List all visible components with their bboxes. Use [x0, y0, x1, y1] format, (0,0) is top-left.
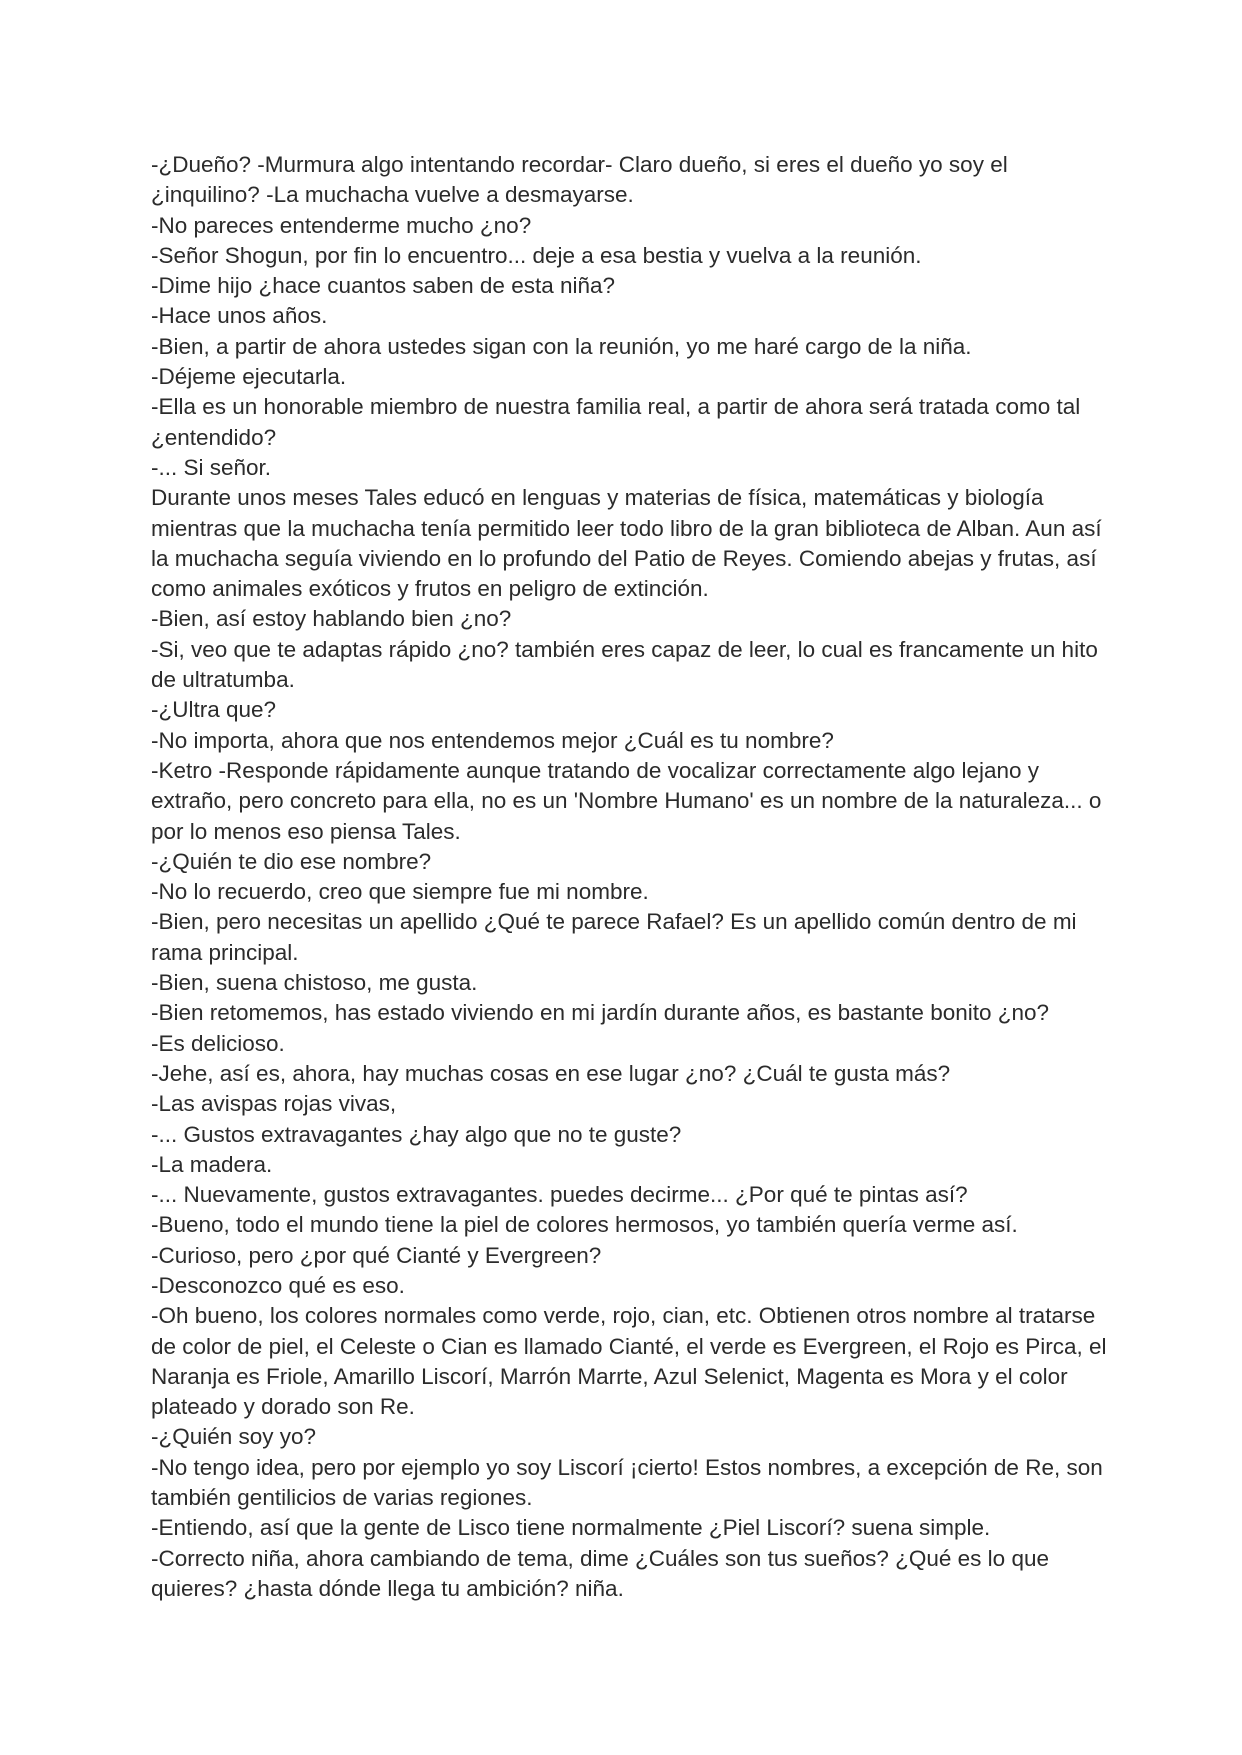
paragraph: -La madera. [151, 1151, 273, 1177]
paragraph: -Jehe, así es, ahora, hay muchas cosas en ese lugar ¿no? ¿Cuál te gusta más? [151, 1060, 951, 1086]
paragraph: -¿Quién soy yo? [151, 1424, 317, 1450]
paragraph: -Entiendo, así que la gente de Lisco tiene normalmente ¿Piel Liscorí? suena simple. [151, 1515, 991, 1541]
paragraph: -Bueno, todo el mundo tiene la piel de colores hermosos, yo también quería verme así. [151, 1212, 1018, 1238]
paragraph: -Ketro -Responde rápidamente aunque tratando de vocalizar correctamente algo lejano y extraño, pero concreto para ella, no es un 'Nombre Humano' es un nombre de la naturaleza... o por lo menos eso piensa Tales. [151, 757, 1102, 844]
paragraph: -No importa, ahora que nos entendemos mejor ¿Cuál es tu nombre? [151, 727, 834, 753]
paragraph: -Hace unos años. [151, 303, 328, 329]
paragraph: -¿Ultra que? [151, 697, 277, 723]
paragraph: -... Gustos extravagantes ¿hay algo que no te guste? [151, 1121, 682, 1147]
paragraph: -No tengo idea, pero por ejemplo yo soy Liscorí ¡cierto! Estos nombres, a excepción de Re, son también gentilicios de varias regiones. [151, 1454, 1103, 1511]
paragraph: -Bien retomemos, has estado viviendo en mi jardín durante años, es bastante bonito ¿no? [151, 1000, 1050, 1026]
paragraph: -Si, veo que te adaptas rápido ¿no? también eres capaz de leer, lo cual es francamente un hito de ultratumba. [151, 636, 1098, 693]
paragraph: -Bien, así estoy hablando bien ¿no? [151, 606, 512, 632]
document-body [151, 150, 1111, 1604]
paragraph: -No pareces entenderme mucho ¿no? [151, 212, 532, 238]
paragraph: -Ella es un honorable miembro de nuestra familia real, a partir de ahora será tratada como tal ¿entendido? [151, 394, 1081, 450]
paragraph: -Es delicioso. [151, 1030, 285, 1056]
paragraph: -Curioso, pero ¿por qué Cianté y Evergreen? [151, 1242, 602, 1268]
paragraph: Durante unos meses Tales educó en lenguas y materias de física, matemáticas y biología mientras que la muchacha tenía permitido leer todo libro de la gran biblioteca de Alban. Aun así la muchacha seguía viviendo en lo profundo del Patio de Reyes. Comiendo abejas y frutas, así como animales exóticos y frutos en peligro de extinción. [151, 485, 1102, 602]
paragraph: -No lo recuerdo, creo que siempre fue mi nombre. [151, 879, 649, 905]
paragraph: -Déjeme ejecutarla. [151, 364, 347, 390]
paragraph: -Bien, suena chistoso, me gusta. [151, 970, 478, 996]
paragraph: -... Nuevamente, gustos extravagantes. puedes decirme... ¿Por qué te pintas así? [151, 1182, 968, 1208]
paragraph: -Desconozco qué es eso. [151, 1272, 405, 1298]
paragraph: -Bien, a partir de ahora ustedes sigan con la reunión, yo me haré cargo de la niña. [151, 333, 972, 359]
paragraph: -Oh bueno, los colores normales como verde, rojo, cian, etc. Obtienen otros nombre al tratarse de color de piel, el Celeste o Cian es llamado Cianté, el verde es Evergreen, el Rojo es Pirca, el Naranja es Friole, Amarillo Liscorí, Marrón Marrte, Azul Selenict, Magenta es Mora y el color plateado y dorado son Re. [151, 1303, 1107, 1420]
paragraph: -¿Quién te dio ese nombre? [151, 848, 432, 874]
paragraph: -Las avispas rojas vivas, [151, 1091, 397, 1117]
paragraph: -¿Dueño? -Murmura algo intentando recordar- Claro dueño, si eres el dueño yo soy el ¿inquilino? -La muchacha vuelve a desmayarse. [151, 152, 1008, 208]
paragraph: -Bien, pero necesitas un apellido ¿Qué te parece Rafael? Es un apellido común dentro de mi rama principal. [151, 909, 1077, 965]
paragraph: -... Si señor. [151, 454, 272, 480]
paragraph: -Dime hijo ¿hace cuantos saben de esta niña? [151, 273, 616, 299]
paragraph: -Señor Shogun, por fin lo encuentro... deje a esa bestia y vuelva a la reunión. [151, 242, 922, 268]
paragraph: -Correcto niña, ahora cambiando de tema, dime ¿Cuáles son tus sueños? ¿Qué es lo que quieres? ¿hasta dónde llega tu ambición? niña. [151, 1545, 1049, 1601]
